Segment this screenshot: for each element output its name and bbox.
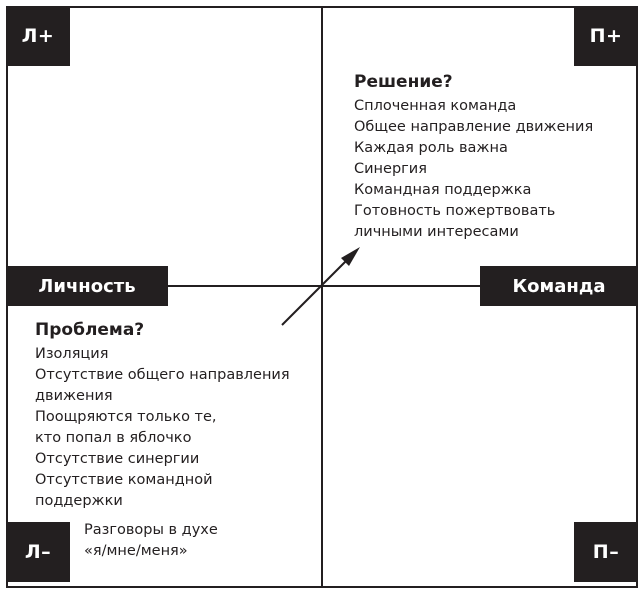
problem-item: Поощряются только те,	[35, 409, 217, 425]
problem-title: Проблема?	[35, 320, 145, 340]
axis-label-team: Команда	[480, 266, 638, 306]
problem-item: Изоляция	[35, 346, 109, 362]
corner-label-bottom-left: Л–	[6, 522, 70, 582]
problem-item: кто попал в яблочко	[35, 430, 192, 446]
solution-title: Решение?	[354, 72, 453, 92]
solution-item: Готовность пожертвовать	[354, 203, 556, 219]
problem-item: Отсутствие общего направления	[35, 367, 290, 383]
problem-item: Отсутствие синергии	[35, 451, 200, 467]
problem-item: Разговоры в духе	[84, 522, 218, 538]
corner-label-bottom-right: П–	[574, 522, 638, 582]
solution-block	[354, 70, 593, 243]
axis-label-personality: Личность	[6, 266, 168, 306]
solution-item: личными интересами	[354, 224, 519, 240]
problem-item: «я/мне/меня»	[84, 543, 188, 559]
solution-item: Синергия	[354, 161, 427, 177]
solution-item: Сплоченная команда	[354, 98, 517, 114]
corner-label-top-left: Л+	[6, 6, 70, 66]
problem-item: Отсутствие командной	[35, 472, 213, 488]
solution-item: Каждая роль важна	[354, 140, 508, 156]
problem-item: движения	[35, 388, 113, 404]
solution-item: Общее направление движения	[354, 119, 594, 135]
corner-label-top-right: П+	[574, 6, 638, 66]
solution-item: Командная поддержка	[354, 182, 532, 198]
problem-last-items	[84, 520, 218, 562]
arrow-shaft	[282, 255, 352, 325]
problem-item: поддержки	[35, 493, 123, 509]
problem-block	[35, 318, 290, 512]
